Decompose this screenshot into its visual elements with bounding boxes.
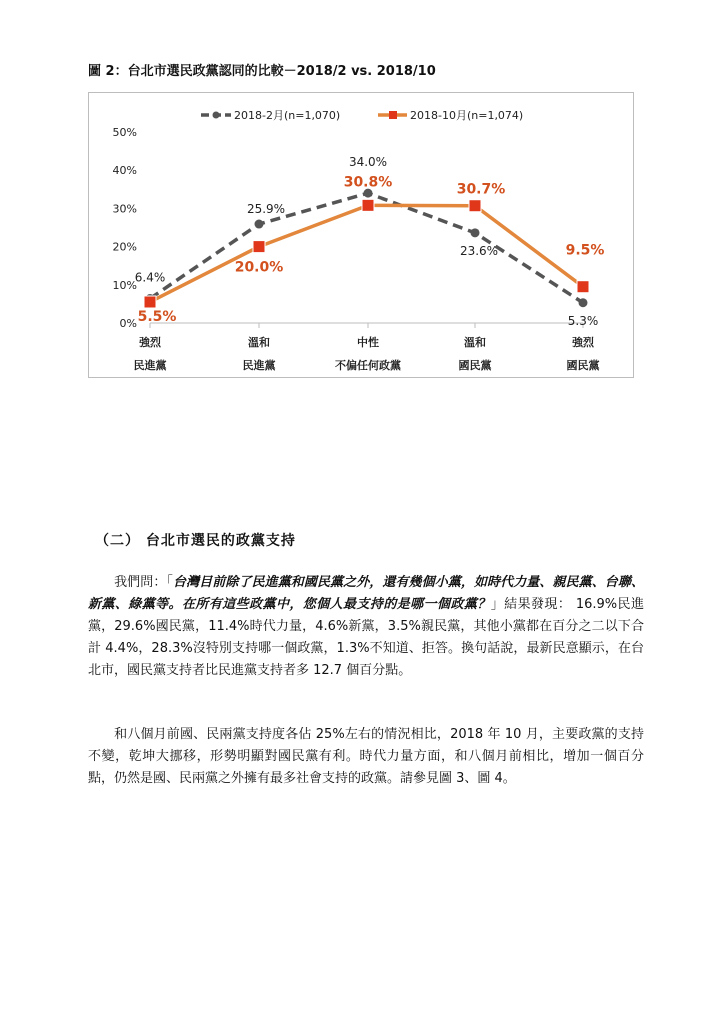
paragraph-1	[88, 572, 644, 682]
series-line-oct	[150, 205, 583, 302]
series-point-feb	[255, 220, 264, 229]
series-point-oct	[144, 296, 156, 308]
paragraph-1-results: 」結果發現： 16.9%民進黨，29.6%國民黨，11.4%時代力量，4.6%新黨，3.5%親民黨，其他小黨都在百分之二以下合計 4.4%，28.3%沒特別支持哪一個政黨，1.3%不知道、拒答。換句話說，最新民意顯示，在台北市，國民黨支持者比民進黨支持者多 12.7 個百分點。	[88, 597, 644, 678]
figure-caption: 圖 2：台北市選民政黨認同的比較－2018/2 vs. 2018/10	[88, 64, 436, 79]
x-category-label-line1: 強烈	[572, 336, 594, 349]
paragraph-1-lead: 我們問：「	[114, 575, 174, 590]
y-tick-label: 20%	[112, 240, 137, 254]
x-category-label-line1: 強烈	[139, 336, 161, 349]
x-category-label-line2: 民進黨	[133, 359, 167, 372]
series-point-oct	[577, 281, 589, 293]
data-label-oct: 5.5%	[137, 308, 177, 325]
legend-label-oct: 2018-10月(n=1,074)	[410, 109, 524, 122]
x-category-label-line2: 國民黨	[566, 359, 600, 372]
y-tick-label: 30%	[112, 202, 137, 216]
series-point-feb	[471, 228, 480, 237]
data-label-oct: 30.7%	[456, 181, 506, 198]
series-point-feb	[579, 298, 588, 307]
chart-container	[88, 92, 634, 378]
y-tick-label: 10%	[112, 278, 137, 292]
x-category-label-line2: 國民黨	[458, 359, 492, 372]
x-category-label-line1: 溫和	[464, 336, 486, 349]
data-label-feb: 5.3%	[567, 313, 599, 328]
data-label-feb: 34.0%	[348, 155, 388, 170]
legend-label-feb: 2018-2月(n=1,070)	[234, 109, 341, 122]
data-label-oct: 9.5%	[565, 242, 605, 259]
section-heading: （二） 台北市選民的政黨支持	[95, 533, 296, 549]
series-point-oct	[362, 199, 374, 211]
data-label-feb: 6.4%	[134, 270, 166, 285]
paragraph-2	[88, 724, 644, 790]
y-tick-label: 0%	[119, 317, 137, 330]
y-tick-label: 50%	[112, 126, 137, 139]
paragraph-2-text: 和八個月前國、民兩黨支持度各佔 25%左右的情況相比，2018 年 10 月，主要政黨的支持不變，乾坤大挪移，形勢明顯對國民黨有利。時代力量方面，和八個月前相比，增加一個百分點，仍然是國、民兩黨之外擁有最多社會支持的政黨。請參見圖 3、圖 4。	[88, 727, 644, 786]
x-category-label-line2: 不偏任何政黨	[335, 359, 401, 372]
data-label-feb: 23.6%	[459, 243, 499, 258]
data-label-oct: 30.8%	[343, 174, 393, 191]
x-category-label-line2: 民進黨	[242, 359, 276, 372]
x-category-label-line1: 溫和	[248, 336, 270, 349]
data-label-oct: 20.0%	[234, 259, 284, 276]
series-point-oct	[469, 200, 481, 212]
survey-question: 台灣目前除了民進黨和國民黨之外，還有幾個小黨，如時代力量、親民黨、台聯、新黨、綠黨等。在所有這些政黨中，您個人最支持的是哪一個政黨？	[88, 575, 644, 612]
data-label-feb: 25.9%	[246, 202, 286, 217]
x-category-label-line1: 中性	[357, 336, 379, 349]
series-point-oct	[253, 241, 265, 253]
line-chart	[89, 93, 635, 379]
legend-marker-feb	[213, 112, 220, 119]
legend-marker-oct	[389, 111, 397, 119]
y-tick-label: 40%	[112, 164, 137, 178]
